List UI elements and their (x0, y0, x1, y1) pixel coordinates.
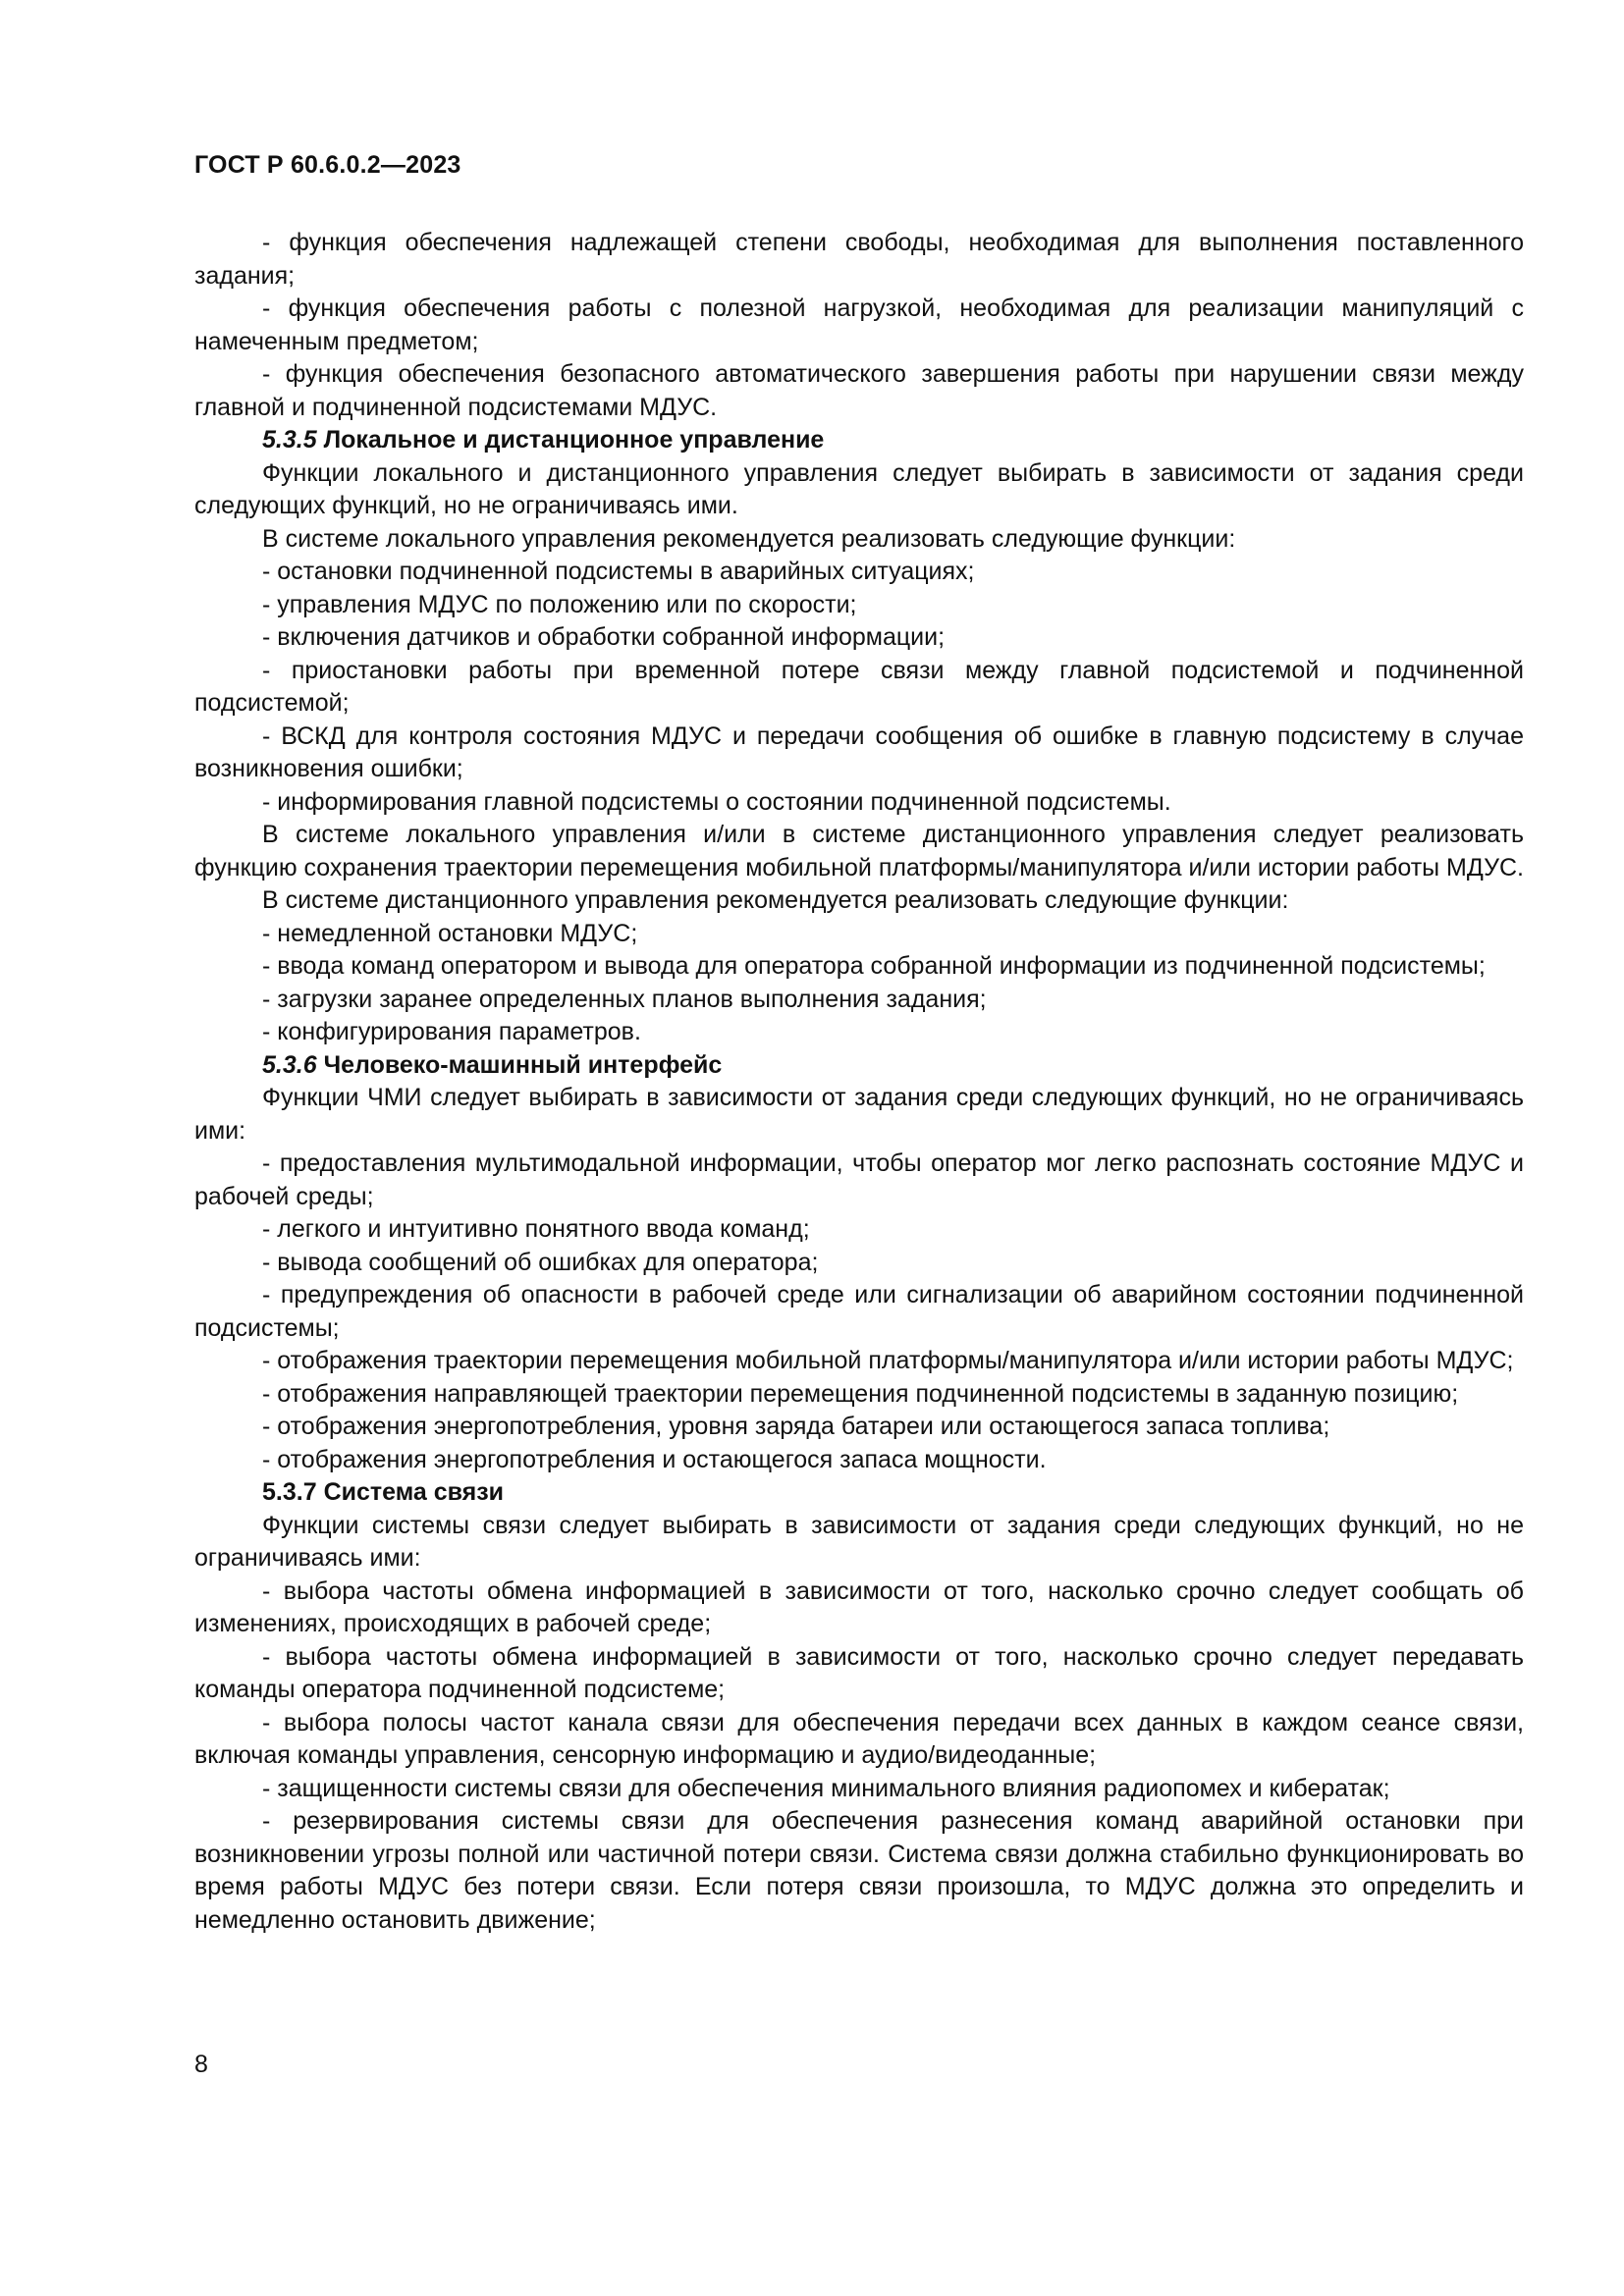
page-number: 8 (194, 2051, 208, 2078)
section-heading (194, 424, 1524, 457)
list-item: - предоставления мультимодальной информации, чтобы оператор мог легко распознать состояние МДУС и рабочей среды; (194, 1149, 1524, 1210)
section-title: Локальное и дистанционное управление (323, 426, 825, 454)
list-item: - приостановки работы при временной потере связи между главной подсистемой и подчиненной подсистемой; (194, 656, 1524, 717)
list-item: - информирования главной подсистемы о состоянии подчиненной подсистемы. (262, 787, 1171, 816)
paragraph: Функции системы связи следует выбирать в зависимости от задания среди следующих функций, но не ограничиваясь ими: (194, 1511, 1524, 1572)
section-title: Система связи (323, 1478, 505, 1506)
section-heading (194, 1049, 1524, 1083)
list-item: - предупреждения об опасности в рабочей среде или сигнализации об аварийном состоянии подчиненной подсистемы; (194, 1281, 1524, 1342)
list-item: - выбора частоты обмена информацией в зависимости от того, насколько срочно следует сообщать об изменениях, происходящих в рабочей среде; (194, 1576, 1524, 1637)
paragraph: Функции локального и дистанционного управления следует выбирать в зависимости от задания среди следующих функций, но не ограничиваясь ими. (194, 458, 1524, 519)
list-item: - конфигурирования параметров. (262, 1018, 641, 1045)
section-title: Человеко-машинный интерфейс (323, 1050, 723, 1079)
document-body (194, 227, 1524, 1937)
paragraph: В системе локального управления рекомендуется реализовать следующие функции: (262, 524, 1236, 553)
list-item: - включения датчиков и обработки собранной информации; (262, 623, 946, 651)
list-item: - выбора частоты обмена информацией в зависимости от того, насколько срочно следует передавать команды оператора подчиненной подсистеме; (194, 1642, 1524, 1703)
section-number: 5.3.5 (262, 426, 317, 454)
list-item: - выбора полосы частот канала связи для обеспечения передачи всех данных в каждом сеансе связи, включая команды управления, сенсорную информацию и аудио/видеоданные; (194, 1708, 1524, 1769)
section-number: 5.3.6 (262, 1050, 317, 1079)
section-heading (194, 1476, 1524, 1510)
list-item: - отображения энергопотребления и остающегося запаса мощности. (262, 1445, 1047, 1473)
list-item: - функция обеспечения безопасного автоматического завершения работы при нарушении связи между главной и подчиненной подсистемами МДУС. (194, 360, 1524, 421)
list-item: - ВСКД для контроля состояния МДУС и передачи сообщения об ошибке в главную подсистему в случае возникновения ошибки; (194, 721, 1524, 782)
list-item: - резервирования системы связи для обеспечения разнесения команд аварийной остановки при возникновении угрозы полной или частичной потери связи. Система связи должна стабильно функционировать во время работы МДУС без потери связи. Если потеря связи произошла, то МДУС должна это определить и немедленно остановить движение; (194, 1807, 1524, 1934)
document-header: ГОСТ Р 60.6.0.2—2023 (194, 151, 461, 179)
paragraph: В системе локального управления и/или в системе дистанционного управления следует реализовать функцию сохранения траектории перемещения мобильной платформы/манипулятора и/или истории работы МДУС. (194, 821, 1524, 881)
list-item: - отображения траектории перемещения мобильной платформы/манипулятора и/или истории работы МДУС; (262, 1347, 1514, 1374)
list-item: - функция обеспечения работы с полезной нагрузкой, необходимая для реализации манипуляций с намеченным предметом; (194, 294, 1524, 355)
list-item: - управления МДУС по положению или по скорости; (262, 590, 857, 618)
list-item: - отображения энергопотребления, уровня заряда батареи или остающегося запаса топлива; (262, 1413, 1330, 1440)
list-item: - немедленной остановки МДУС; (262, 919, 638, 947)
list-item: - вывода сообщений об ошибках для оператора; (262, 1248, 819, 1276)
list-item: - ввода команд оператором и вывода для оператора собранной информации из подчиненной подсистемы; (262, 952, 1486, 980)
list-item: - защищенности системы связи для обеспечения минимального влияния радиопомех и кибератак; (262, 1774, 1390, 1802)
section-number: 5.3.7 (262, 1478, 317, 1506)
list-item: - функция обеспечения надлежащей степени свободы, необходимая для выполнения поставленного задания; (194, 229, 1524, 290)
list-item: - отображения направляющей траектории перемещения подчиненной подсистемы в заданную позицию; (262, 1379, 1459, 1408)
list-item: - остановки подчиненной подсистемы в аварийных ситуациях; (262, 558, 975, 585)
list-item: - загрузки заранее определенных планов выполнения задания; (262, 985, 987, 1013)
paragraph: Функции ЧМИ следует выбирать в зависимости от задания среди следующих функций, но не ограничиваясь ими: (194, 1084, 1524, 1145)
list-item: - легкого и интуитивно понятного ввода команд; (262, 1215, 810, 1243)
paragraph: В системе дистанционного управления рекомендуется реализовать следующие функции: (262, 886, 1289, 914)
